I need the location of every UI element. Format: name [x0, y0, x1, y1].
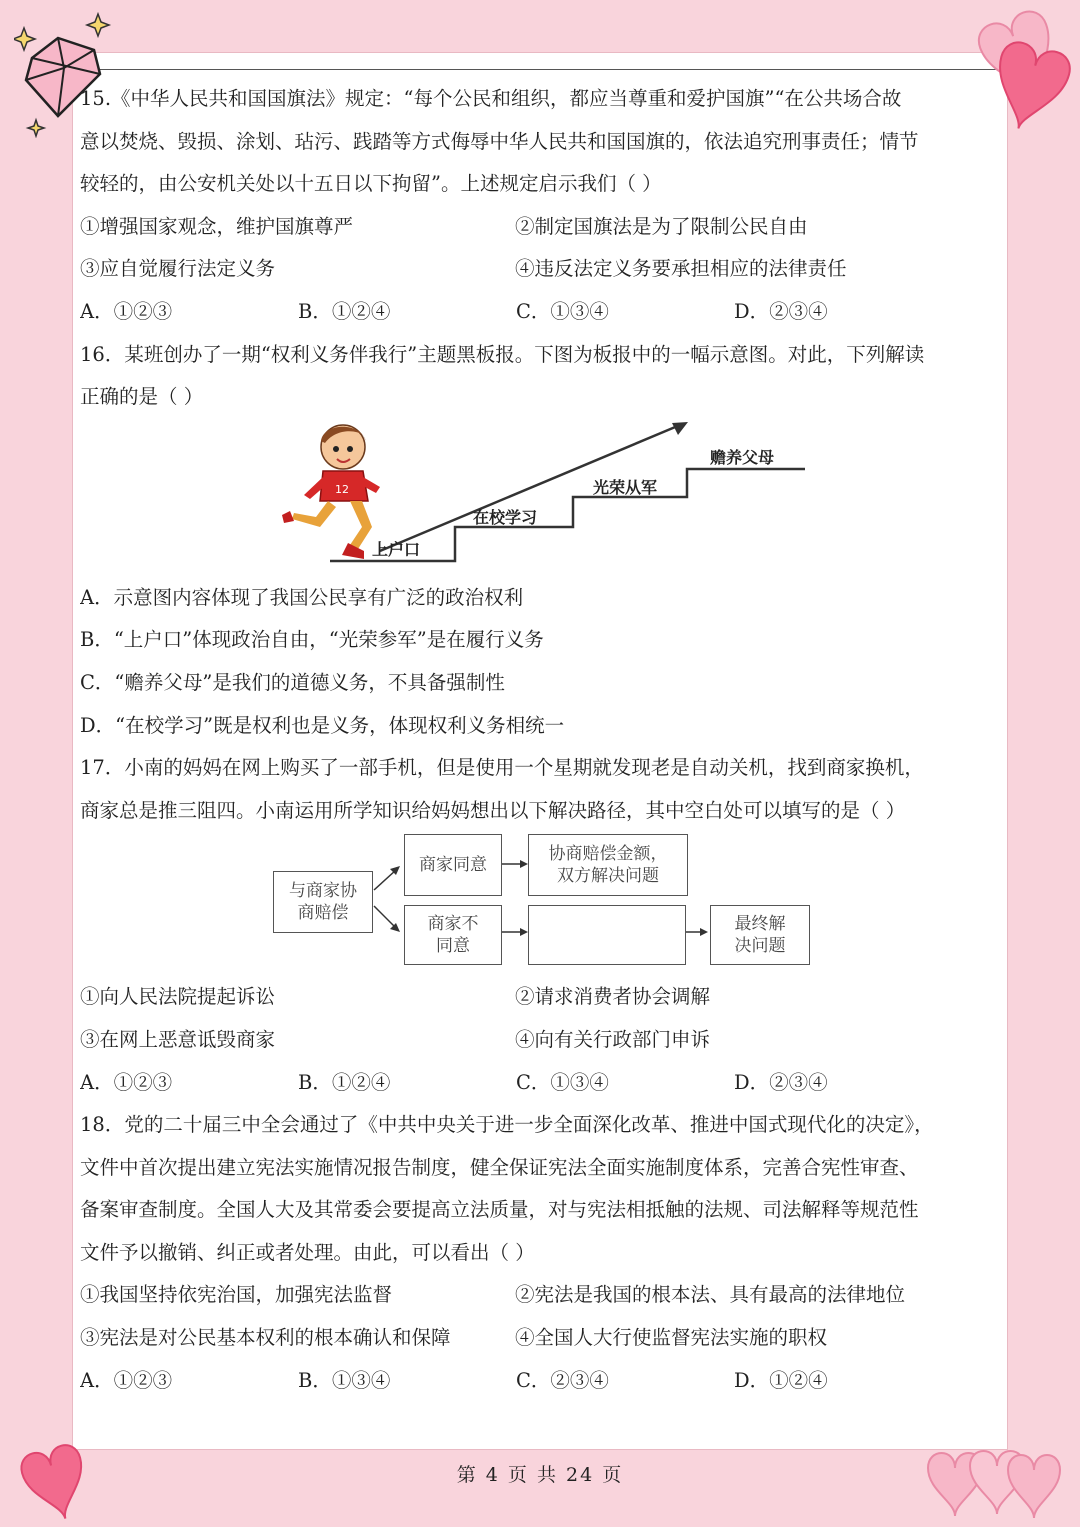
option-a: A．①②③ [80, 1070, 173, 1094]
page-number: 第 4 页 共 24 页 [456, 1464, 624, 1486]
question-content [80, 78, 1004, 1402]
step-label-3: 光荣从军 [593, 477, 658, 497]
flow-start-box: 与商家协商赔偿 [273, 871, 373, 933]
question-text-line: 16．某班创办了一期“权利义务伴我行”主题黑板报。下图为板报中的一幅示意图。对此，下列解读 [80, 342, 925, 366]
statement-row [80, 1317, 1004, 1360]
statement-row [80, 976, 1004, 1019]
question-18 [80, 1104, 1004, 1402]
statement: ④全国人大行使监督宪法实施的职权 [515, 1326, 828, 1350]
question-text-line: 文件中首次提出建立宪法实施情况报告制度，健全保证宪法全面实施制度体系，完善合宪性审查、 [80, 1155, 919, 1179]
question-text-line: 文件予以撤销、纠正或者处理。由此，可以看出（ ） [80, 1240, 535, 1264]
option-a: A．①②③ [80, 299, 173, 323]
options-row [80, 1062, 1004, 1105]
statement: ①向人民法院提起诉讼 [80, 985, 276, 1009]
statement: ④违反法定义务要承担相应的法律责任 [515, 257, 847, 281]
flow-agree-box: 商家同意 [404, 834, 502, 896]
question-text-line: 正确的是（ ） [80, 385, 204, 409]
flow-agree-result-box: 协商赔偿金额，双方解决问题 [528, 834, 688, 896]
question-text-line: 意以焚烧、毁损、涂划、玷污、践踏等方式侮辱中华人民共和国国旗的，依法追究刑事责任；情节 [80, 129, 919, 153]
statement-row [80, 1019, 1004, 1062]
option-b: B．①②④ [298, 299, 391, 323]
option-b: B．①③④ [298, 1368, 391, 1392]
statement: ①增强国家观念，维护国旗尊严 [80, 214, 354, 238]
flow-final-box: 最终解决问题 [710, 905, 810, 965]
statement-row [80, 248, 1004, 291]
statement: ④向有关行政部门申诉 [515, 1027, 711, 1051]
choice-a: A．示意图内容体现了我国公民享有广泛的政治权利 [80, 585, 524, 609]
options-row [80, 1360, 1004, 1403]
question-text-line: 18．党的二十届三中全会通过了《中共中央关于进一步全面深化改革、推进中国式现代化的决定》， [80, 1113, 934, 1137]
statement: ③宪法是对公民基本权利的根本确认和保障 [80, 1326, 451, 1350]
question-text-line: 较轻的，由公安机关处以十五日以下拘留”。上述规定启示我们（ ） [80, 172, 662, 196]
statement: ③应自觉履行法定义务 [80, 257, 276, 281]
staircase-figure [80, 419, 1004, 577]
step-label-2: 在校学习 [473, 507, 538, 527]
statement: ③在网上恶意诋毁商家 [80, 1027, 276, 1051]
option-c: C．①③④ [516, 299, 609, 323]
choice-d: D．“在校学习”既是权利也是义务，体现权利义务相统一 [80, 713, 565, 737]
question-17 [80, 747, 1004, 1104]
option-d: D．②③④ [734, 1070, 828, 1094]
running-boy-illustration [282, 425, 380, 559]
svg-text:12: 12 [335, 482, 349, 496]
flow-blank-box [528, 905, 686, 965]
question-text-line: 15.《中华人民共和国国旗法》规定：“每个公民和组织，都应当尊重和爱护国旗”“在公共场合故 [80, 87, 902, 110]
question-15 [80, 78, 1004, 334]
option-b: B．①②④ [298, 1070, 391, 1094]
step-label-1: 上户口 [372, 539, 421, 559]
question-text-line: 备案审查制度。全国人大及其常委会要提高立法质量，对与宪法相抵触的法规、司法解释等规范性 [80, 1198, 919, 1222]
option-c: C．②③④ [516, 1368, 609, 1392]
choice-c: C．“赡养父母”是我们的道德义务，不具备强制性 [80, 670, 505, 694]
statement: ②请求消费者协会调解 [515, 985, 711, 1009]
option-d: D．②③④ [734, 299, 828, 323]
statement-row [80, 206, 1004, 249]
options-row [80, 291, 1004, 334]
question-text-line: 17．小南的妈妈在网上购买了一部手机，但是使用一个星期就发现老是自动关机，找到商家换机， [80, 756, 924, 780]
flow-disagree-box: 商家不同意 [404, 905, 502, 965]
statement: ②制定国旗法是为了限制公民自由 [515, 214, 808, 238]
question-text-line: 商家总是推三阻四。小南运用所学知识给妈妈想出以下解决路径，其中空白处可以填写的是（ ） [80, 798, 906, 822]
header-rule [76, 69, 1004, 70]
option-c: C．①③④ [516, 1070, 609, 1094]
flow-diagram [80, 832, 1004, 976]
statement: ①我国坚持依宪治国，加强宪法监督 [80, 1283, 393, 1307]
statement: ②宪法是我国的根本法、具有最高的法律地位 [515, 1283, 906, 1307]
step-label-4: 赡养父母 [710, 447, 775, 467]
statement-row [80, 1274, 1004, 1317]
option-a: A．①②③ [80, 1368, 173, 1392]
staircase-diagram [80, 419, 1004, 577]
option-d: D．①②④ [734, 1368, 828, 1392]
question-16 [80, 334, 1004, 748]
choice-b: B．“上户口”体现政治自由，“光荣参军”是在履行义务 [80, 628, 544, 652]
